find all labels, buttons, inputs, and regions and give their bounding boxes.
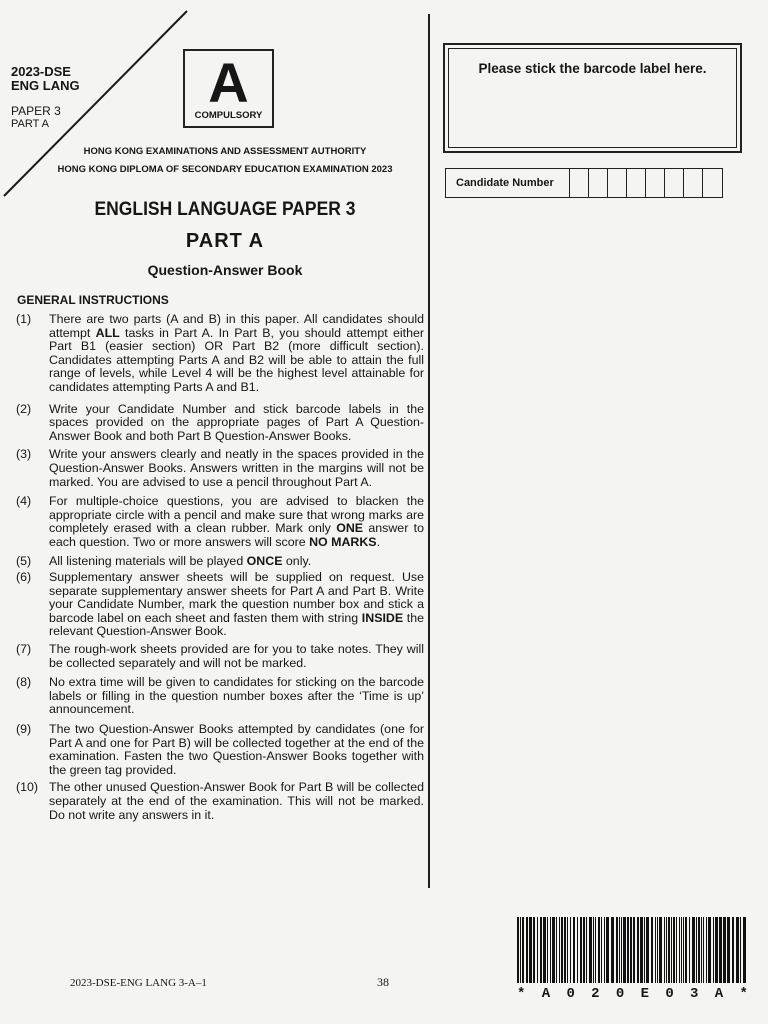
barcode-label-text: Please stick the barcode label here. — [478, 61, 707, 76]
instruction-item — [16, 313, 424, 395]
barcode-bar — [616, 917, 618, 983]
barcode-bar — [692, 917, 695, 983]
barcode-bar — [703, 917, 704, 983]
instructions-heading: GENERAL INSTRUCTIONS — [17, 293, 169, 307]
barcode-bar — [533, 917, 535, 983]
barcode-bar — [659, 917, 662, 983]
barcode-bar — [713, 917, 714, 983]
barcode-bar — [679, 917, 680, 983]
barcode-bar — [668, 917, 670, 983]
barcode-bar — [537, 917, 538, 983]
barcode-bar — [564, 917, 566, 983]
instruction-fragment: The rough-work sheets provided are for you to take notes. They will be collected separately and will not be marked. — [49, 642, 424, 670]
exam-year: 2023-DSE — [11, 64, 71, 79]
instruction-fragment: . — [376, 534, 381, 549]
barcode-human-readable — [517, 986, 748, 1002]
candidate-number-cell[interactable] — [627, 169, 646, 197]
barcode-char: 0 — [665, 986, 674, 1002]
barcode-bar — [552, 917, 555, 983]
candidate-number-cell[interactable] — [570, 169, 589, 197]
barcode-bar — [619, 917, 620, 983]
barcode-bar — [732, 917, 734, 983]
instruction-fragment: tasks in Part A. In Part B, you should attempt either Part B1 (easier section) OR Part B2 (more difficult section). Candidates attempting Parts A and B2 will be able to attain the full range of levels, while Level 4 will be the highest level attainable for candidates attempting Parts A and B1. — [49, 325, 425, 394]
barcode-bar — [696, 917, 697, 983]
barcode-bar — [689, 917, 690, 983]
instruction-text — [49, 571, 424, 639]
barcode-bar — [580, 917, 582, 983]
candidate-number-cell[interactable] — [703, 169, 722, 197]
instruction-fragment: only. — [282, 553, 312, 568]
barcode-bar — [559, 917, 560, 983]
instruction-item — [16, 555, 424, 569]
vertical-divider — [428, 14, 430, 888]
instruction-number: (3) — [16, 447, 32, 462]
instruction-item — [16, 403, 424, 444]
barcode-char: * — [517, 986, 526, 1002]
barcode-bar — [644, 917, 645, 983]
instruction-fragment: answer to each question. Two or more answers will score — [49, 521, 424, 549]
candidate-number-row — [445, 168, 723, 198]
instruction-emphasis: ONE — [336, 521, 364, 536]
instruction-number: (7) — [16, 642, 32, 657]
instruction-text — [49, 495, 424, 549]
instruction-number: (2) — [16, 401, 32, 416]
footer-paper-code: 2023-DSE-ENG LANG 3-A–1 — [70, 977, 207, 989]
instruction-fragment: All listening materials will be played — [49, 553, 247, 568]
barcode-bar — [664, 917, 665, 983]
instruction-number: (5) — [16, 553, 32, 568]
barcode-bar — [681, 917, 682, 983]
instruction-fragment: For multiple-choice questions, you are advised to blacken the appropriate circle with a pencil and make sure that wrong marks are completely erased with a clean rubber. Mark only — [49, 494, 424, 536]
instruction-fragment: the relevant Question-Answer Book. — [49, 610, 424, 639]
barcode-bar — [633, 917, 635, 983]
examination-name: HONG KONG DIPLOMA OF SECONDARY EDUCATION EXAMINATION 2023 — [57, 164, 393, 175]
barcode-char: E — [640, 986, 649, 1002]
instructions-list — [16, 313, 424, 822]
section-letter: A — [208, 51, 249, 114]
barcode-graphic — [517, 917, 749, 983]
instruction-text — [49, 781, 424, 822]
barcode-bar — [601, 917, 602, 983]
instruction-text — [49, 555, 424, 569]
barcode-bar — [522, 917, 524, 983]
authority-name: HONG KONG EXAMINATIONS AND ASSESSMENT AUTHORITY — [83, 146, 367, 157]
barcode-char: 2 — [591, 986, 600, 1002]
barcode-bar — [529, 917, 532, 983]
barcode-char: 0 — [615, 986, 625, 1002]
part-title: PART A — [185, 230, 265, 252]
barcode-bar — [589, 917, 592, 983]
instruction-item — [16, 676, 424, 717]
barcode-bar — [646, 917, 649, 983]
barcode-bar — [727, 917, 730, 983]
instruction-item — [16, 571, 424, 639]
instruction-text — [49, 448, 424, 489]
barcode-bar — [567, 917, 568, 983]
candidate-number-cell[interactable] — [608, 169, 627, 197]
barcode-bar — [606, 917, 609, 983]
instruction-fragment: Write your Candidate Number and stick barcode labels in the spaces provided on the appropriate pages of Part A Question-Answer Book and both Part B Question-Answer Books. — [49, 401, 424, 443]
barcode-bar — [637, 917, 639, 983]
instruction-text — [49, 403, 424, 444]
barcode-bar — [550, 917, 551, 983]
barcode-bar — [740, 917, 741, 983]
barcode-bar — [598, 917, 600, 983]
instruction-item — [16, 643, 424, 670]
barcode-bar — [623, 917, 626, 983]
instruction-item — [16, 448, 424, 489]
instruction-fragment: No extra time will be given to candidates for sticking on the barcode labels or filling in the question number boxes after the ‘Time is up’ announcement. — [49, 675, 424, 717]
barcode-bar — [593, 917, 594, 983]
instruction-item — [16, 781, 424, 822]
barcode-bar — [520, 917, 521, 983]
instruction-fragment: There are two parts (A and B) in this paper. All candidates should attempt — [49, 312, 424, 340]
barcode-bar — [640, 917, 643, 983]
barcode-bar — [698, 917, 700, 983]
instruction-emphasis: ALL — [95, 325, 120, 340]
barcode-bar — [655, 917, 656, 983]
barcode-bar — [570, 917, 571, 983]
barcode-bar — [611, 917, 614, 983]
barcode-bar — [651, 917, 653, 983]
barcode-bar — [627, 917, 629, 983]
barcode-bar — [573, 917, 575, 983]
barcode-char: A — [541, 986, 551, 1002]
instruction-number: (9) — [16, 722, 32, 737]
instruction-text — [49, 643, 424, 670]
barcode-bar — [543, 917, 546, 983]
barcode-char: * — [739, 986, 748, 1002]
barcode-bar — [743, 917, 746, 983]
instruction-item — [16, 723, 424, 777]
exam-subject: ENG LANG — [11, 78, 80, 93]
instruction-fragment: The other unused Question-Answer Book for Part B will be collected separately at the end of the examination. This will not be marked. Do not write any answers in it. — [49, 780, 424, 822]
section-a-box — [183, 49, 274, 128]
instruction-number: (1) — [16, 312, 32, 326]
barcode-bar — [706, 917, 707, 983]
barcode-label-box[interactable] — [443, 43, 742, 153]
instruction-item — [16, 495, 424, 549]
instruction-text — [49, 723, 424, 777]
paper-number: PAPER 3 — [11, 104, 61, 118]
instruction-text — [49, 313, 424, 395]
page-number: 38 — [377, 975, 389, 989]
candidate-number-cell[interactable] — [646, 169, 665, 197]
barcode-bar — [526, 917, 528, 983]
candidate-number-cell[interactable] — [684, 169, 703, 197]
barcode-bar — [671, 917, 672, 983]
barcode-bar — [540, 917, 542, 983]
barcode-bar — [604, 917, 605, 983]
candidate-number-label: Candidate Number — [446, 169, 570, 197]
section-label: COMPULSORY — [194, 110, 263, 121]
barcode-bar — [683, 917, 684, 983]
barcode-bar — [583, 917, 585, 983]
barcode-bar — [621, 917, 622, 983]
barcode-bar — [561, 917, 563, 983]
instruction-emphasis: NO MARKS — [309, 534, 377, 549]
instruction-fragment: The two Question-Answer Books attempted by candidates (one for Part A and one for Part B) will be collected together at the end of the examination. Fasten the two Question-Answer Books together with the green tag provided. — [49, 722, 424, 777]
barcode-bar — [723, 917, 726, 983]
barcode-bar — [708, 917, 711, 983]
barcode-bar — [556, 917, 557, 983]
barcode-bar — [577, 917, 578, 983]
book-title: Question-Answer Book — [147, 262, 303, 278]
barcode-bar — [685, 917, 687, 983]
barcode-bar — [666, 917, 667, 983]
barcode-bar — [630, 917, 632, 983]
barcode-bar — [715, 917, 718, 983]
barcode-bar — [595, 917, 596, 983]
barcode-bar — [676, 917, 677, 983]
instruction-number: (4) — [16, 494, 32, 509]
barcode-bar — [586, 917, 587, 983]
barcode-bar — [736, 917, 739, 983]
barcode-bar — [719, 917, 722, 983]
barcode-bar — [673, 917, 675, 983]
candidate-number-cell[interactable] — [665, 169, 684, 197]
barcode-char: A — [714, 986, 724, 1002]
barcode-char: 3 — [690, 986, 699, 1002]
instruction-text — [49, 676, 424, 717]
barcode-char: 0 — [566, 986, 575, 1002]
barcode-bar — [547, 917, 548, 983]
barcode-bar — [517, 917, 519, 983]
instruction-number: (10) — [16, 780, 39, 795]
instruction-number: (6) — [16, 570, 32, 585]
barcode-bar — [657, 917, 658, 983]
instruction-number: (8) — [16, 675, 32, 690]
paper-part: PART A — [11, 118, 49, 130]
paper-title: ENGLISH LANGUAGE PAPER 3 — [94, 199, 356, 220]
candidate-number-cell[interactable] — [589, 169, 608, 197]
barcode-bar — [701, 917, 702, 983]
instruction-emphasis: INSIDE — [361, 610, 404, 625]
instruction-emphasis: ONCE — [246, 553, 283, 568]
instruction-fragment: Supplementary answer sheets will be supplied on request. Use separate supplementary answer sheets for Part A and Part B. Write your Candidate Number, mark the question number box and stick a barcode label on each sheet and fasten them with string — [49, 570, 424, 625]
instruction-fragment: Write your answers clearly and neatly in the spaces provided in the Question-Answer Books. Answers written in the margins will not be marked. You are advised to use a pencil throughout Part A. — [49, 447, 424, 489]
barcode-label-box-inner — [448, 48, 737, 148]
